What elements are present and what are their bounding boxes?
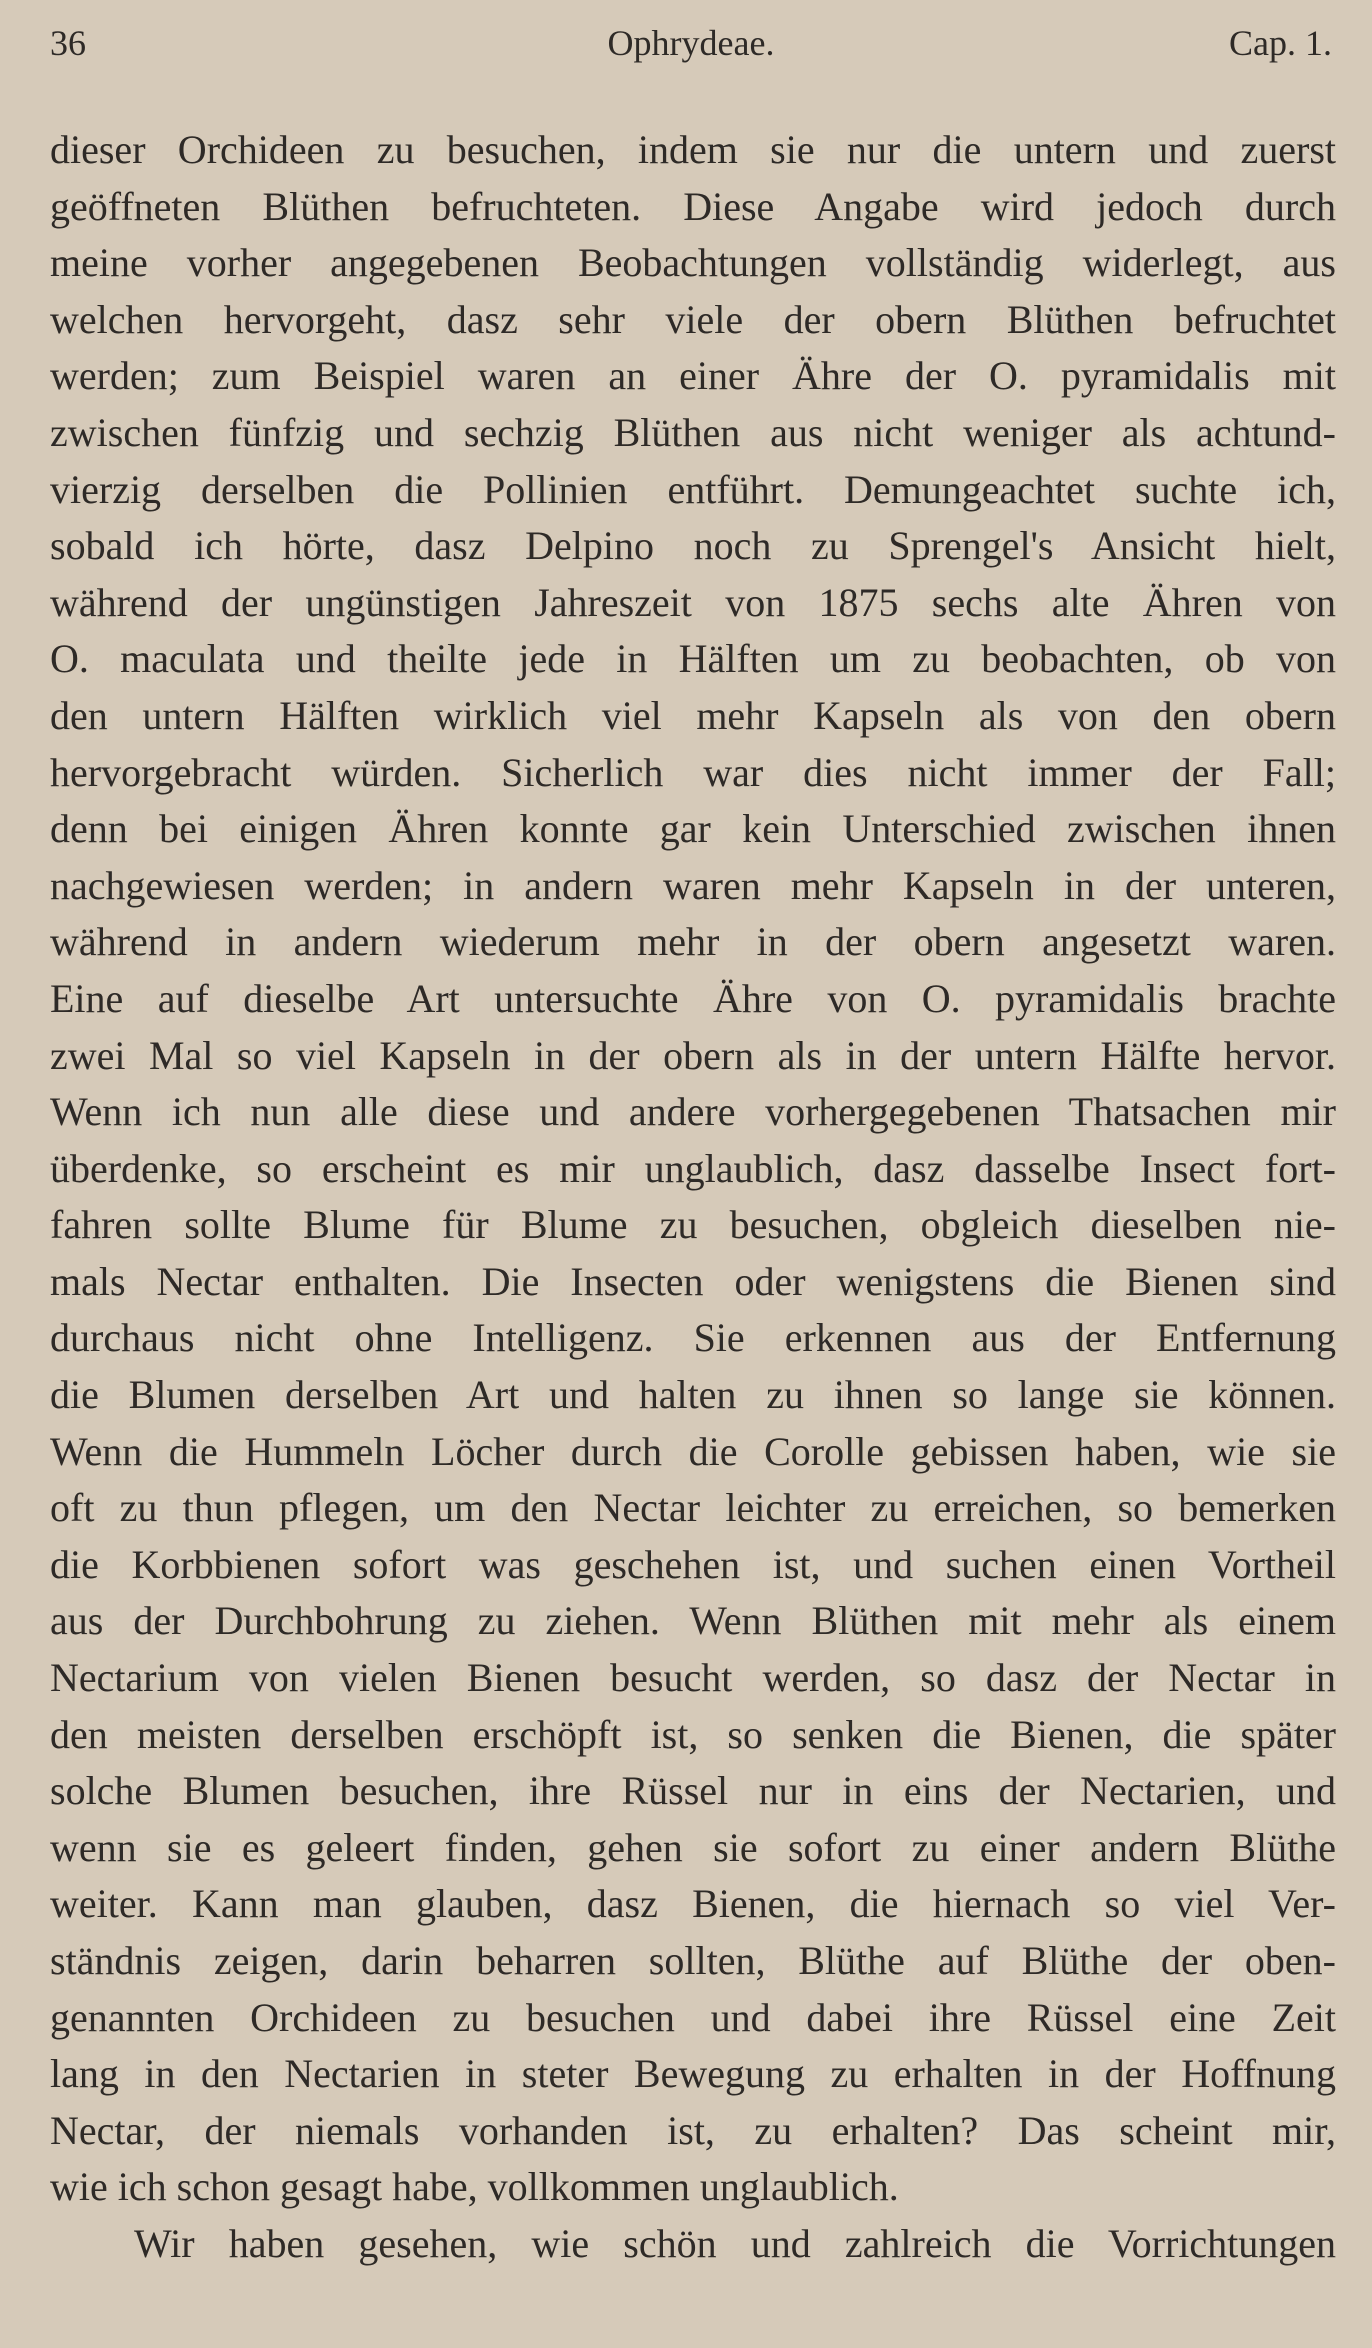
text-line: welchen hervorgeht, dasz sehr viele der obern Blüthen befruchtet xyxy=(50,296,1336,342)
text-line: den meisten derselben erschöpft ist, so senken die Bienen, die später xyxy=(50,1711,1336,1757)
text-line: sobald ich hörte, dasz Delpino noch zu Sprengel's Ansicht hielt, xyxy=(50,523,1336,569)
text-line: nachgewiesen werden; in andern waren mehr Kapseln in der unteren, xyxy=(50,862,1336,908)
text-line: zwischen fünfzig und sechzig Blüthen aus nicht weniger als achtund- xyxy=(50,409,1336,455)
text-line: während in andern wiederum mehr in der obern angesetzt waren. xyxy=(50,919,1336,965)
text-line: lang in den Nectarien in steter Bewegung zu erhalten in der Hoffnung xyxy=(50,2051,1336,2097)
text-line: mals Nectar enthalten. Die Insecten oder wenigstens die Bienen sind xyxy=(50,1258,1336,1304)
text-line: den untern Hälften wirklich viel mehr Kapseln als von den obern xyxy=(50,692,1336,738)
text-line: solche Blumen besuchen, ihre Rüssel nur in eins der Nectarien, und xyxy=(50,1768,1336,1814)
text-line: oft zu thun pflegen, um den Nectar leichter zu erreichen, so bemerken xyxy=(50,1485,1336,1531)
text-line: werden; zum Beispiel waren an einer Ähre der O. pyramidalis mit xyxy=(50,353,1336,399)
text-line: denn bei einigen Ähren konnte gar kein Unterschied zwischen ihnen xyxy=(50,806,1336,852)
chapter-label: Cap. 1. xyxy=(1229,23,1332,63)
text-line: während der ungünstigen Jahreszeit von 1875 sechs alte Ähren von xyxy=(50,579,1336,625)
text-line: die Blumen derselben Art und halten zu ihnen so lange sie können. xyxy=(50,1372,1336,1418)
text-line: hervorgebracht würden. Sicherlich war dies nicht immer der Fall; xyxy=(50,749,1336,795)
text-line: die Korbbienen sofort was geschehen ist, und suchen einen Vortheil xyxy=(50,1541,1336,1587)
text-line: Nectar, der niemals vorhanden ist, zu erhalten? Das scheint mir, xyxy=(50,2107,1336,2153)
body-text xyxy=(50,122,1336,2273)
page-header xyxy=(50,22,1332,78)
text-line: Eine auf dieselbe Art untersuchte Ähre von O. pyramidalis brachte xyxy=(50,975,1336,1021)
text-line: Wir haben gesehen, wie schön und zahlreich die Vorrichtungen xyxy=(134,2220,1336,2266)
text-line: Wenn ich nun alle diese und andere vorhergegebenen Thatsachen mir xyxy=(50,1089,1336,1135)
text-line: weiter. Kann man glauben, dasz Bienen, die hiernach so viel Ver- xyxy=(50,1881,1336,1927)
text-line: dieser Orchideen zu besuchen, indem sie nur die untern und zuerst xyxy=(50,127,1336,172)
text-line: wenn sie es geleert finden, gehen sie sofort zu einer andern Blüthe xyxy=(50,1824,1336,1870)
text-line: ständnis zeigen, darin beharren sollten, Blüthe auf Blüthe der oben- xyxy=(50,1938,1336,1983)
text-line: vierzig derselben die Pollinien entführt. Demungeachtet suchte ich, xyxy=(50,466,1336,512)
text-line: meine vorher angegebenen Beobachtungen vollständig widerlegt, aus xyxy=(50,240,1336,286)
text-line: überdenke, so erscheint es mir unglaublich, dasz dasselbe Insect fort- xyxy=(50,1145,1336,1191)
text-line: fahren sollte Blume für Blume zu besuchen, obgleich dieselben nie- xyxy=(50,1202,1336,1248)
text-line: Wenn die Hummeln Löcher durch die Corolle gebissen haben, wie sie xyxy=(50,1428,1336,1474)
text-line: wie ich schon gesagt habe, vollkommen unglaublich. xyxy=(50,2164,899,2210)
text-line: zwei Mal so viel Kapseln in der obern als in der untern Hälfte hervor. xyxy=(50,1032,1336,1078)
page-number: 36 xyxy=(50,23,86,63)
text-line: Nectarium von vielen Bienen besucht werden, so dasz der Nectar in xyxy=(50,1655,1336,1701)
text-line: O. maculata und theilte jede in Hälften um zu beobachten, ob von xyxy=(50,636,1336,682)
text-line: geöffneten Blüthen befruchteten. Diese Angabe wird jedoch durch xyxy=(50,183,1336,229)
text-line: genannten Orchideen zu besuchen und dabei ihre Rüssel eine Zeit xyxy=(50,1994,1336,2040)
text-line: aus der Durchbohrung zu ziehen. Wenn Blüthen mit mehr als einem xyxy=(50,1598,1336,1644)
text-line: durchaus nicht ohne Intelligenz. Sie erkennen aus der Entfernung xyxy=(50,1315,1336,1361)
running-title: Ophrydeae. xyxy=(607,23,775,63)
